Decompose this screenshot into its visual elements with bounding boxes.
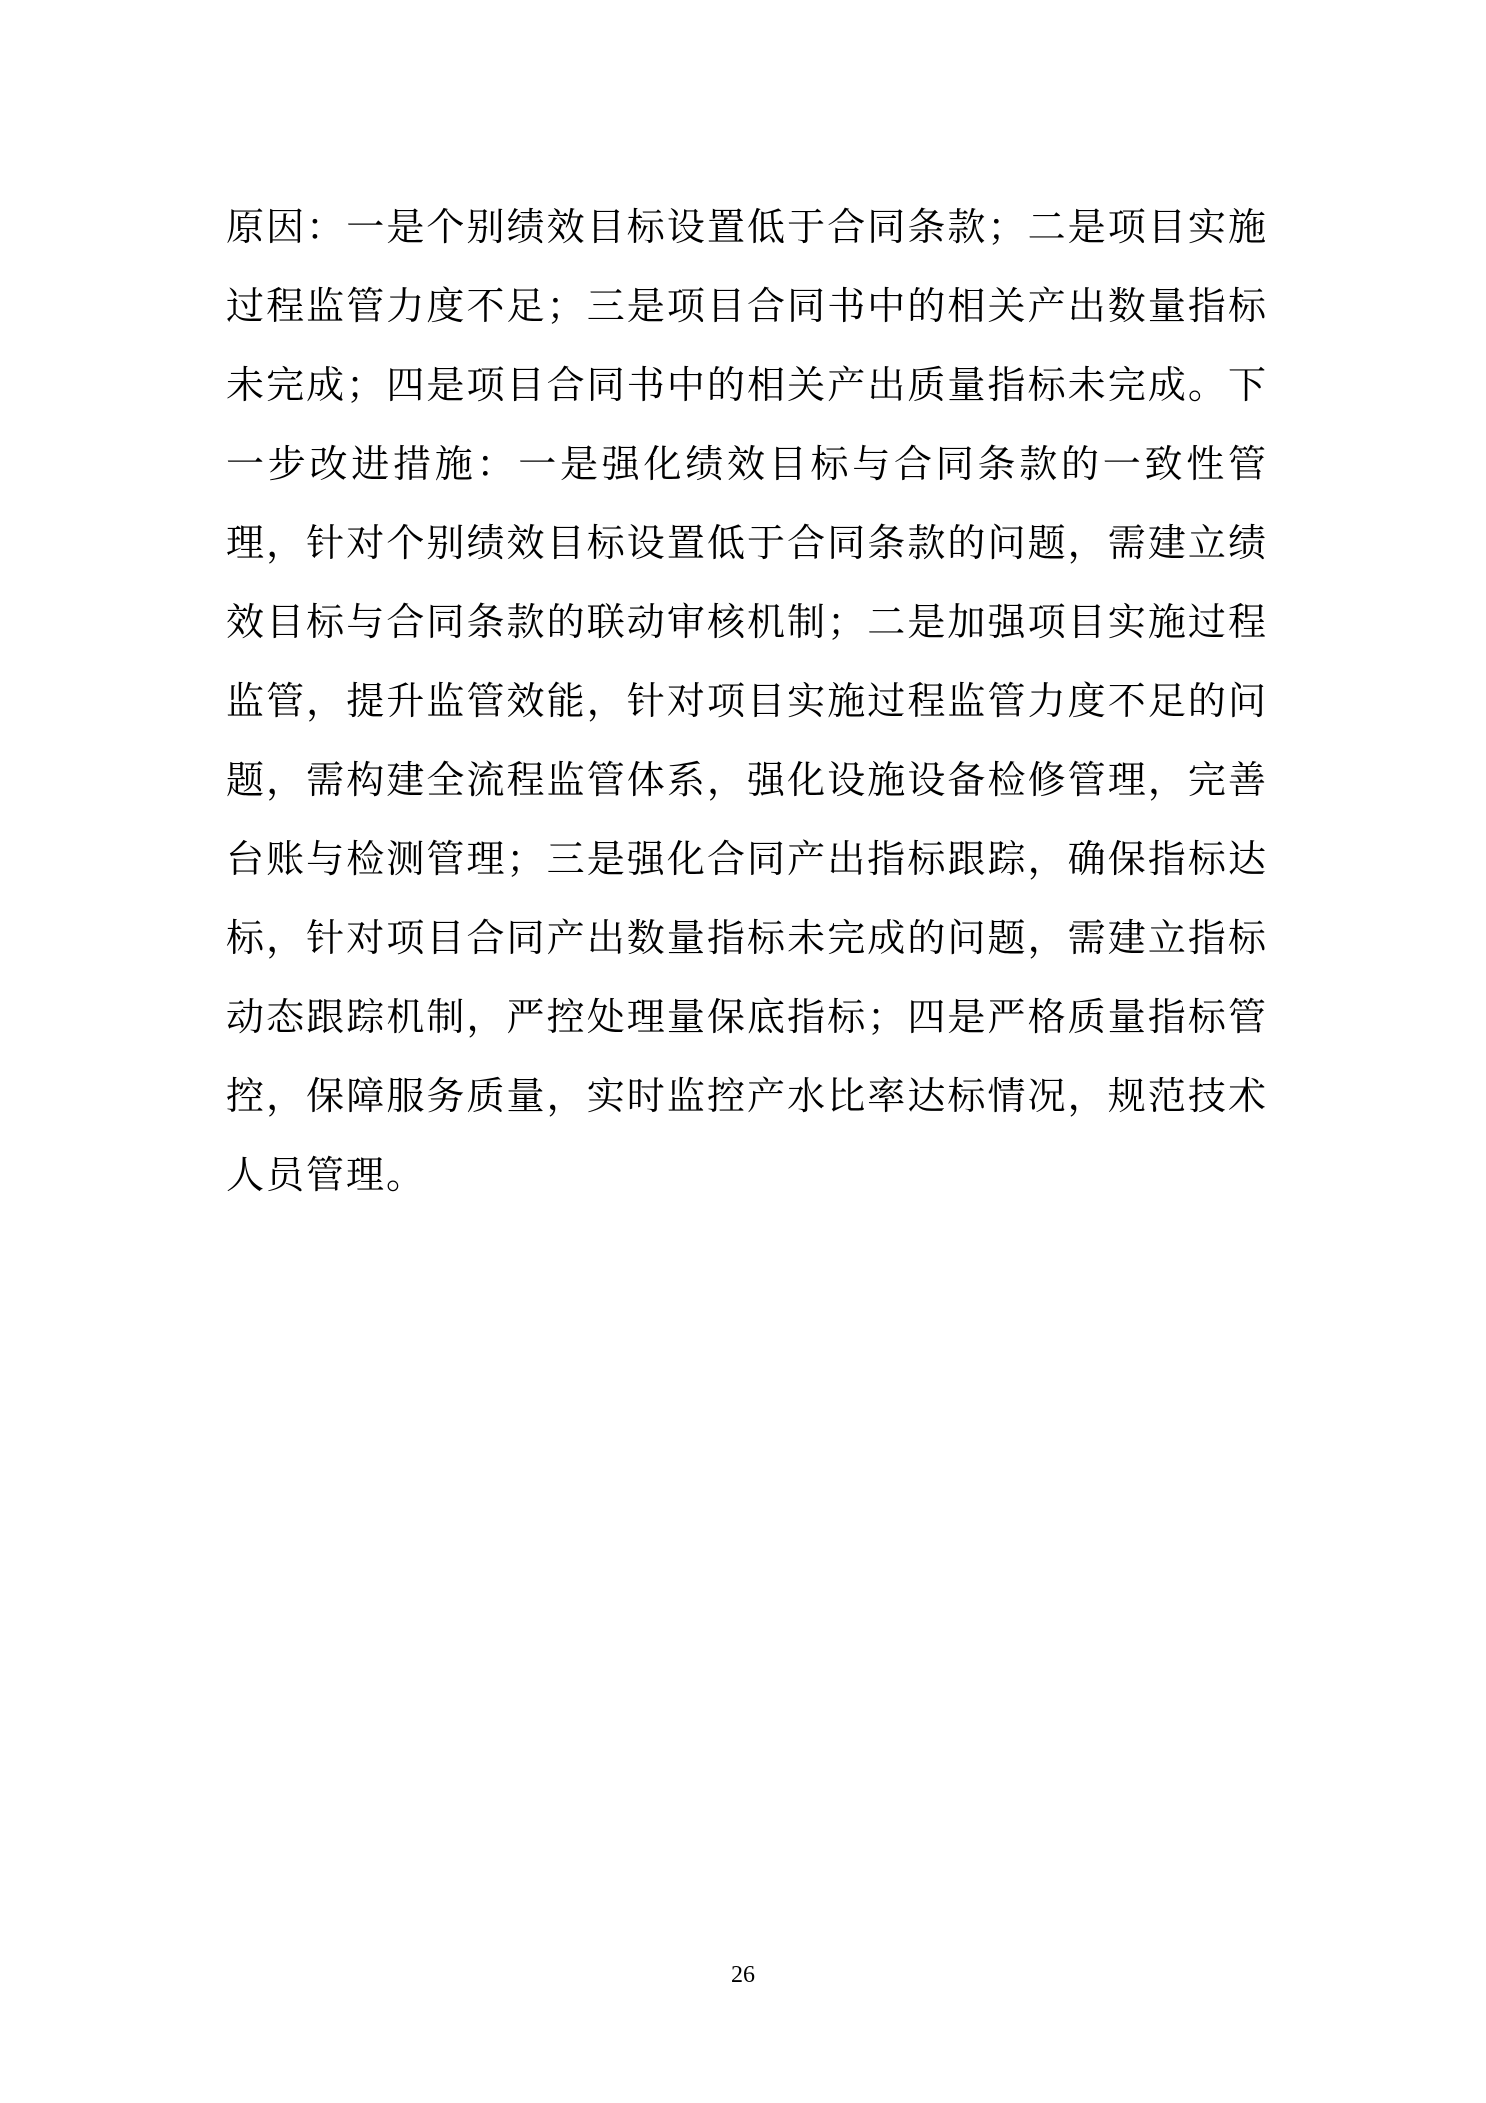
paragraph-line: 监管，提升监管效能，针对项目实施过程监管力度不足的问 <box>226 679 1266 723</box>
paragraph-line: 过程监管力度不足；三是项目合同书中的相关产出数量指标 <box>226 284 1266 328</box>
page-number: 26 <box>731 1962 755 1988</box>
paragraph-line: 理，针对个别绩效目标设置低于合同条款的问题，需建立绩 <box>226 521 1266 565</box>
paragraph-line: 题，需构建全流程监管体系，强化设施设备检修管理，完善 <box>226 758 1266 802</box>
paragraph-line: 未完成；四是项目合同书中的相关产出质量指标未完成。下 <box>226 363 1266 407</box>
paragraph-line: 台账与检测管理；三是强化合同产出指标跟踪，确保指标达 <box>226 837 1266 881</box>
paragraph-line: 一步改进措施：一是强化绩效目标与合同条款的一致性管 <box>226 442 1266 486</box>
body-paragraph <box>226 188 1266 1215</box>
paragraph-line: 动态跟踪机制，严控处理量保底指标；四是严格质量指标管 <box>226 995 1266 1039</box>
paragraph-line: 人员管理。 <box>226 1153 427 1197</box>
paragraph-line: 原因：一是个别绩效目标设置低于合同条款；二是项目实施 <box>226 205 1266 249</box>
paragraph-line: 效目标与合同条款的联动审核机制；二是加强项目实施过程 <box>226 600 1266 644</box>
paragraph-line: 标，针对项目合同产出数量指标未完成的问题，需建立指标 <box>226 916 1266 960</box>
paragraph-line: 控，保障服务质量，实时监控产水比率达标情况，规范技术 <box>226 1074 1266 1118</box>
